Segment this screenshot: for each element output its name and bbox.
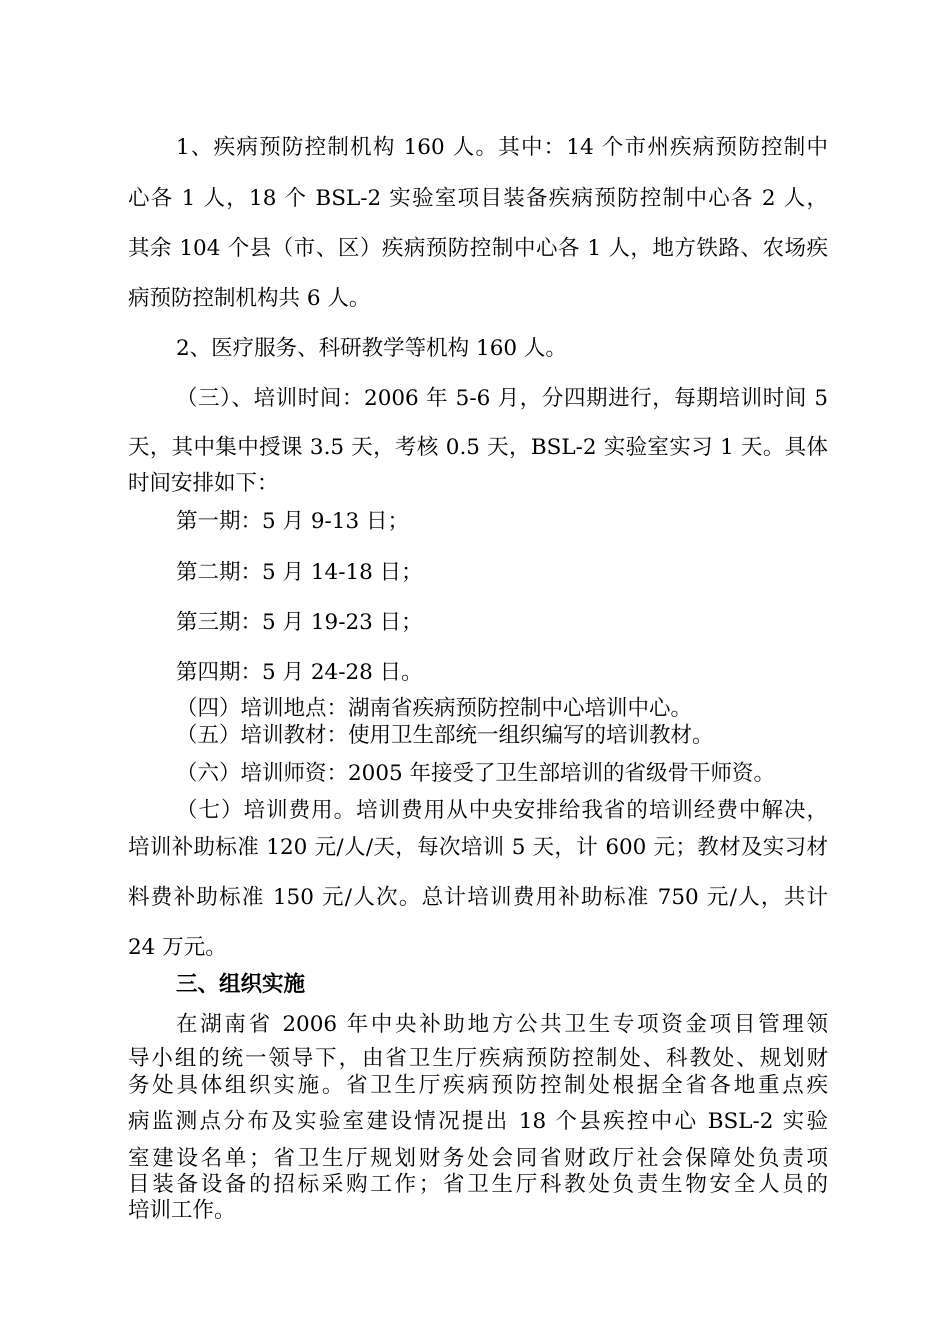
paragraph-line: 培训补助标准 120 元/人/天，每次培训 5 天，计 600 元；教材及实习材: [128, 835, 828, 860]
paragraph-line: （六）培训师资：2005 年接受了卫生部培训的省级骨干师资。: [176, 761, 776, 786]
paragraph-line: 病预防控制机构共 6 人。: [128, 286, 371, 311]
paragraph-line: 培训工作。: [128, 1198, 236, 1223]
paragraph-line: 室建设名单；省卫生厅规划财务处会同省财政厅社会保障处负责项: [128, 1146, 828, 1171]
paragraph-line: （四）培训地点：湖南省疾病预防控制中心培训中心。: [176, 696, 693, 721]
paragraph-line: 天，其中集中授课 3.5 天，考核 0.5 天，BSL-2 实验室实习 1 天。具体: [128, 435, 828, 460]
paragraph-line: （三）、培训时间：2006 年 5-6 月，分四期进行，每期培训时间 5: [176, 386, 828, 411]
paragraph-line: 其余 104 个县（市、区）疾病预防控制中心各 1 人，地方铁路、农场疾: [128, 236, 828, 261]
paragraph-line: 导小组的统一领导下，由省卫生厅疾病预防控制处、科教处、规划财: [128, 1046, 828, 1071]
schedule-line: 第二期：5 月 14-18 日；: [176, 560, 423, 585]
paragraph-line: 务处具体组织实施。省卫生厅疾病预防控制处根据全省各地重点疾: [128, 1073, 828, 1098]
schedule-line: 第四期：5 月 24-28 日。: [176, 660, 423, 685]
paragraph-line: 24 万元。: [128, 935, 227, 960]
schedule-line: 第三期：5 月 19-23 日；: [176, 610, 423, 635]
paragraph-line: 时间安排如下：: [128, 471, 279, 496]
paragraph-line: 在湖南省 2006 年中央补助地方公共卫生专项资金项目管理领: [176, 1012, 828, 1037]
paragraph-line: （七）培训费用。培训费用从中央安排给我省的培训经费中解决，: [176, 798, 828, 823]
schedule-line: 第一期：5 月 9-13 日；: [176, 509, 409, 534]
paragraph-line: 目装备设备的招标采购工作；省卫生厅科教处负责生物安全人员的: [128, 1172, 828, 1197]
paragraph-line: 1、疾病预防控制机构 160 人。其中：14 个市州疾病预防控制中: [176, 135, 828, 160]
paragraph-line: 病监测点分布及实验室建设情况提出 18 个县疾控中心 BSL-2 实验: [128, 1109, 828, 1134]
paragraph-line: （五）培训教材：使用卫生部统一组织编写的培训教材。: [176, 723, 714, 748]
paragraph-line: 料费补助标准 150 元/人次。总计培训费用补助标准 750 元/人，共计: [128, 885, 828, 910]
section-heading: 三、组织实施: [176, 972, 306, 997]
paragraph-line: 心各 1 人，18 个 BSL-2 实验室项目装备疾病预防控制中心各 2 人，: [128, 186, 828, 211]
paragraph-line: 2、医疗服务、科研教学等机构 160 人。: [176, 336, 567, 361]
